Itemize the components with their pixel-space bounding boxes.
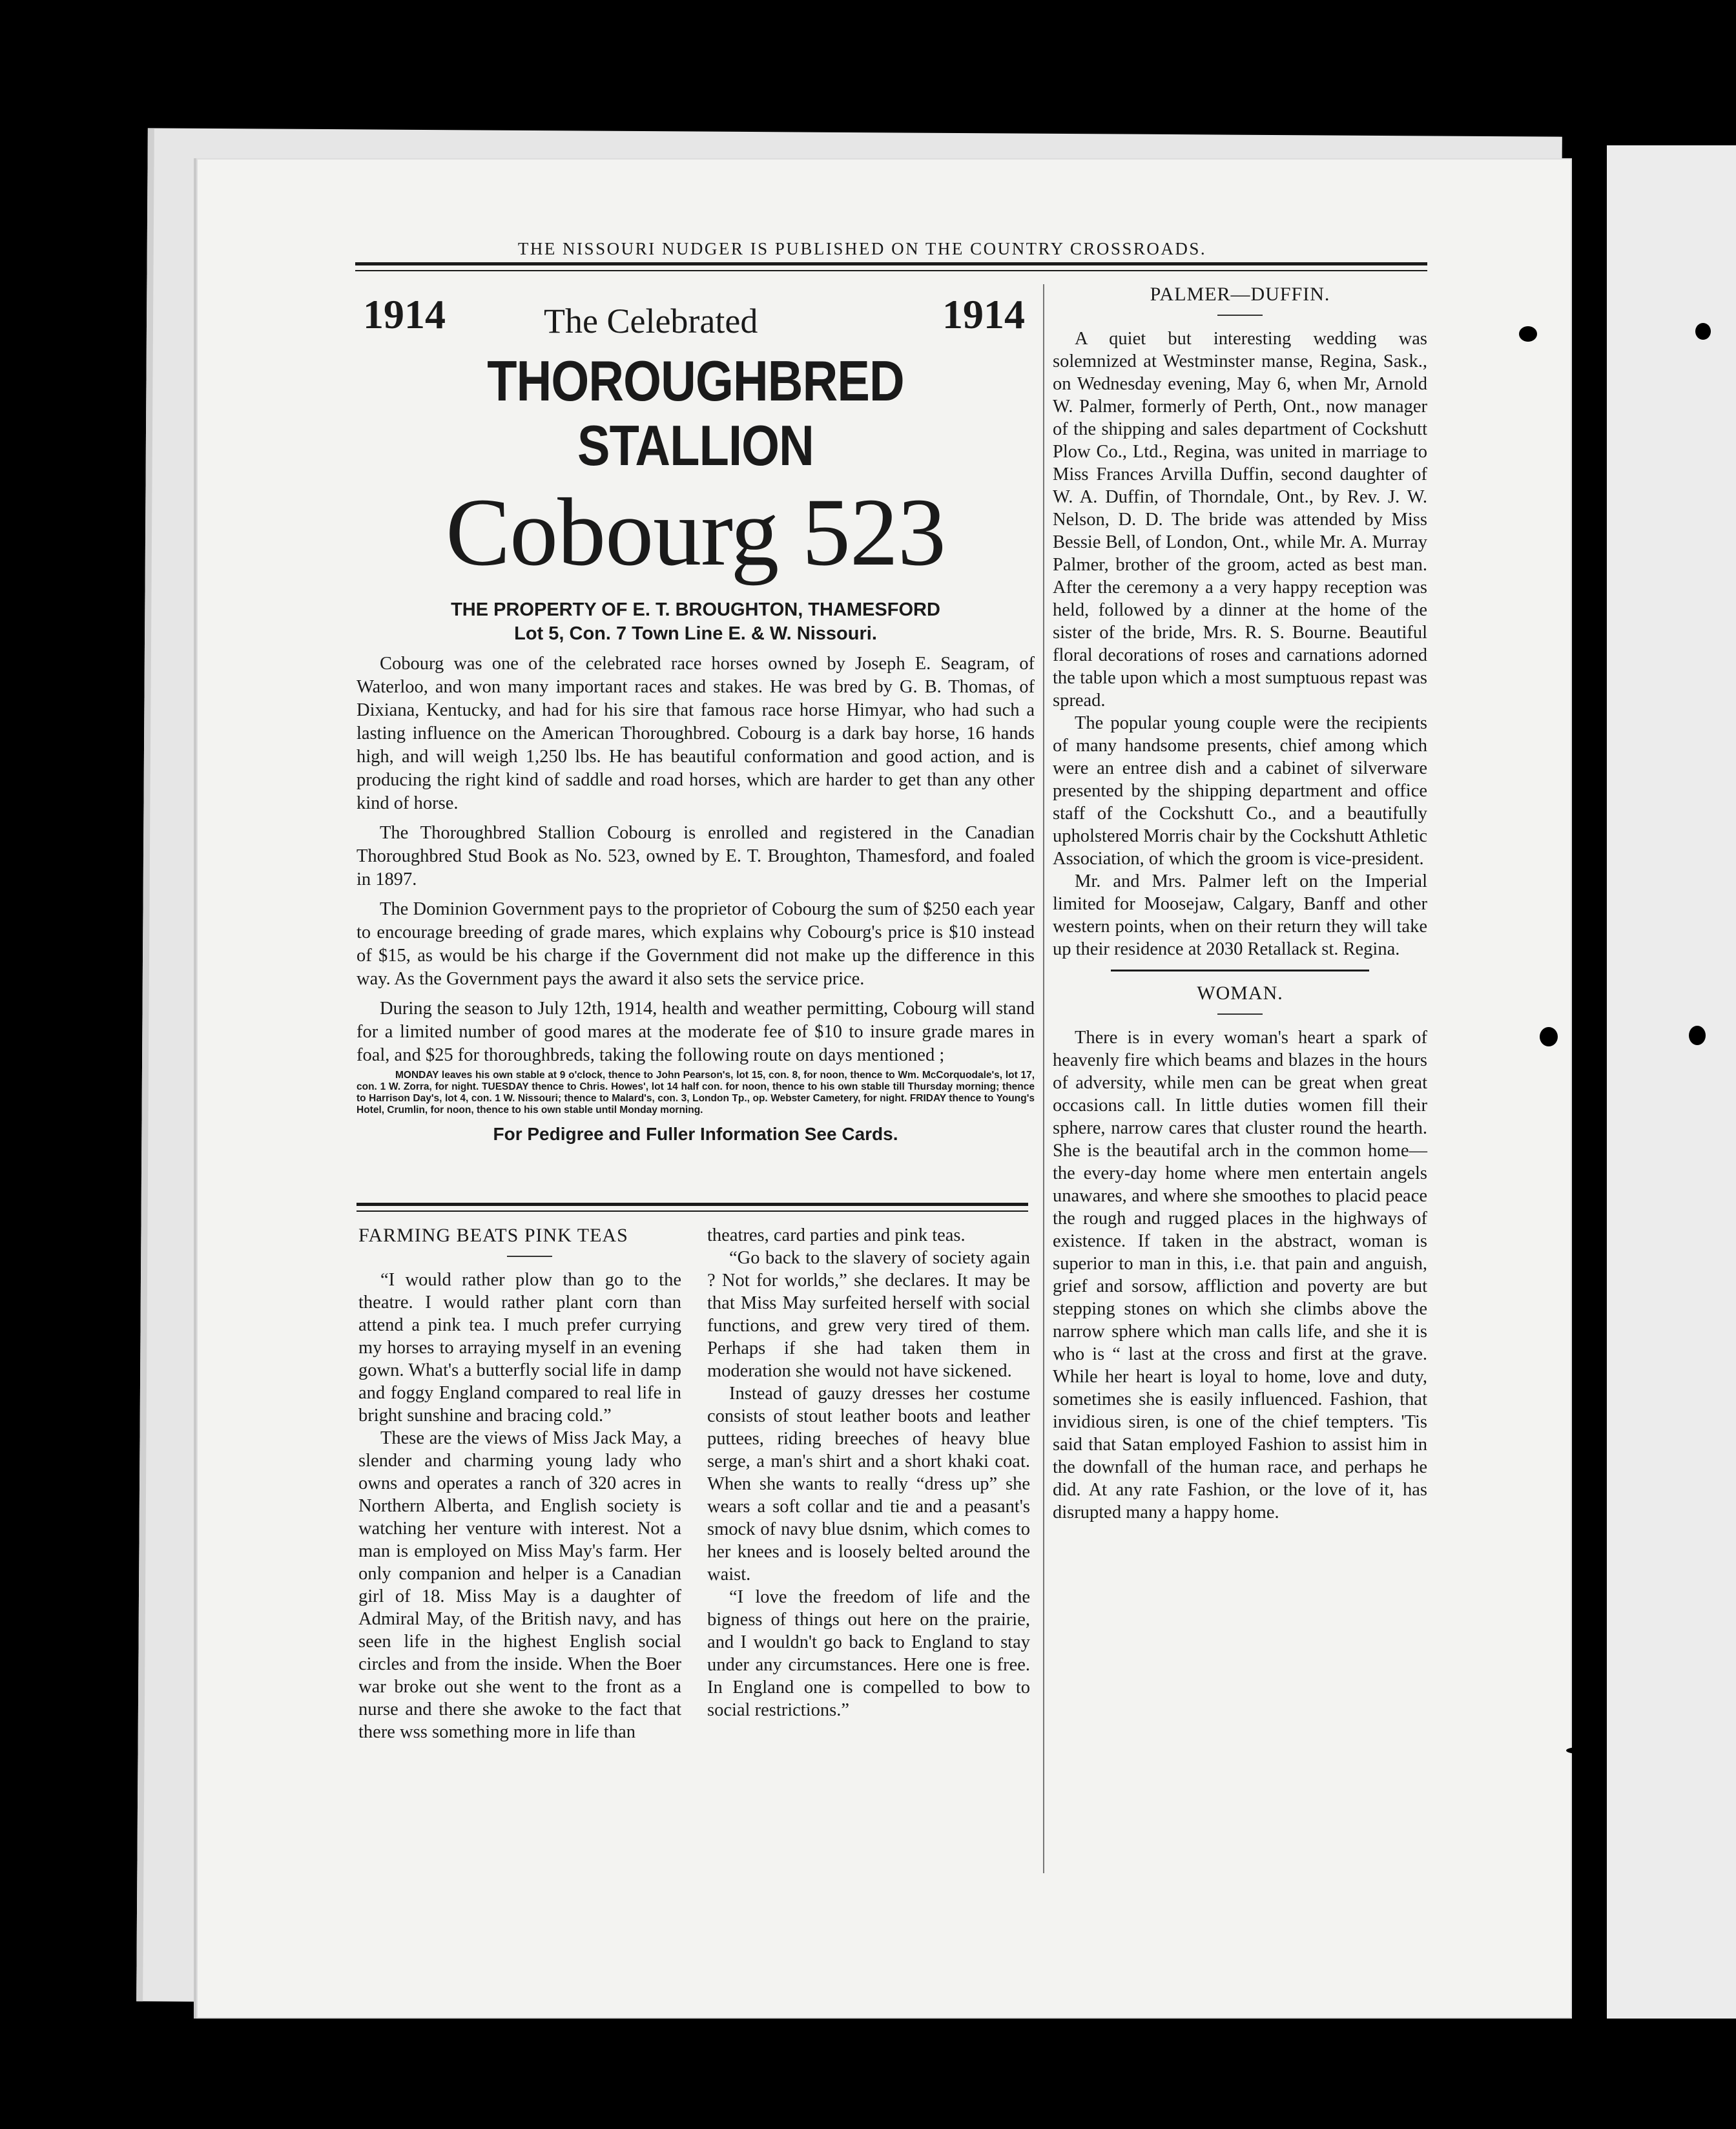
- ad-paragraph: The Thoroughbred Stallion Cobourg is enrolled and registered in the Canadian Thoroughbred Stud Book as No. 523, owned by E. T. Broughton, Thamesford, and foaled in 1897.: [356, 823, 1035, 889]
- article-paragraph: A quiet but interesting wedding was solemnized at Westminster manse, Regina, Sask., on Wednesday evening, May 6, when Mr, Arnold W. Palmer, formerly of Perth, Ont., now manager of the shipping and sales department of Cockshutt Plow Co., Ltd., Regina, was united in marriage to Miss Frances Arvilla Duffin, second daughter of W. A. Duffin, of Thorndale, Ont., by Rev. J. W. Nelson, D. D. The bride was attended by Miss Bessie Bell, of London, Ont., while Mr. A. Murray Palmer, brother of the groom, acted as best man. After the ceremony a a very happy reception was held, followed by a dinner at the home of the sister of the bride, Mrs. R. S. Bourne. Beautiful floral decorations of roses and carnations adorned the table upon which a most sumptuous repast was spread.: [1053, 329, 1427, 711]
- ink-blot: [1566, 1747, 1589, 1754]
- article-paragraph: There is in every woman's heart a spark of heavenly fire which beams and blazes in the hours of adversity, while men can be great when great occasions call. In little duties women fill their sphere, narrow cares that cluster round the hearth. She is the beautifal arch in the common home—the every-day home where men entertain angels unawares, and where she smoothes to placid peace the rough and rugged places in the highways of existence. If taken in the abstract, woman is superior to man in this, i.e. that pain and anguish, grief and sorsow, affliction and poverty are but stepping stones on which she climbs above the narrow sphere which man calls life, and she it is who is “ last at the cross and first at the grave. While her heart is loyal to home, love and duty, sometimes she is easily influenced. Fashion, that invidious siren, is one of the chief tempters. 'Tis said that Satan employed Fashion to assist him in the downfall of the human race, and perhaps he did. At any rate Fashion, or the love of it, has disrupted many a happy home.: [1053, 1028, 1427, 1522]
- ad-paragraph: The Dominion Government pays to the proprietor of Cobourg the sum of $250 each year to encourage breeding of grade mares, which explains why Cobourg's price is $10 instead of $15, as would be his charge if the Government did not make up the difference in this way. As the Government pays the award it also sets the service price.: [356, 899, 1035, 989]
- title-dash: [507, 1256, 552, 1257]
- horse-name: Cobourg 523: [446, 479, 946, 586]
- masthead-line: THE NISSOURI NUDGER IS PUBLISHED ON THE COUNTRY CROSSROADS.: [517, 239, 1207, 258]
- top-rule-thin: [355, 270, 1427, 271]
- farming-article-col1: [358, 1224, 681, 1743]
- year-left: 1914: [363, 291, 446, 337]
- section-rule-thin: [356, 1210, 1028, 1212]
- article-paragraph: These are the views of Miss Jack May, a slender and charming young lady who owns and operates a ranch of 320 acres in Northern Alberta, and English society is watching her venture with interest. Not a man is employed on Miss May's farm. Her only companion and helper is a Canadian girl of 18. Miss May is a daughter of Admiral May, of the British navy, and has seen life in the highest English social circles and from the inside. When the Boer war broke out she went to the front as a nurse and there she awoke to the fact that there wss something more in life than: [358, 1428, 681, 1742]
- ink-blot: [1689, 1026, 1706, 1045]
- ad-location: Lot 5, Con. 7 Town Line E. & W. Nissouri.: [514, 623, 877, 644]
- ad-year-row: [356, 284, 1035, 349]
- ink-blot: [1695, 323, 1711, 340]
- wedding-title: PALMER—DUFFIN.: [1150, 284, 1330, 305]
- ad-property: THE PROPERTY OF E. T. BROUGHTON, THAMESFORD: [451, 599, 940, 620]
- top-rule: [355, 262, 1427, 265]
- stallion-advertisement: [356, 284, 1035, 1146]
- ad-route: MONDAY leaves his own stable at 9 o'clock, thence to John Pearson's, lot 15, con. 8, for noon, thence to Wm. McCorquodale's, lot 17, con. 1 W. Zorra, for night. TUESDAY thence to Chris. Howes', lot 14 half con. for noon, thence to his own stable till Thursday morning; thence to Harrison Day's, lot 4, con. 1 W. Nissouri; thence to Malard's, con. 3, London Tp., op. Webster Cametery, for night. FRIDAY thence to Young's Hotel, Crumlin, for noon, thence to his own stable until Monday morning.: [356, 1070, 1035, 1116]
- farming-article-col2: [707, 1224, 1030, 1721]
- facing-page: [1607, 145, 1736, 2019]
- farming-title: FARMING BEATS PINK TEAS: [358, 1225, 628, 1246]
- column-divider: [1043, 284, 1044, 1873]
- ad-paragraph: During the season to July 12th, 1914, health and weather permitting, Cobourg will stand for a limited number of good mares at the moderate fee of $10 to insure grade mares in foal, and $25 for thoroughbreds, taking the following route on days mentioned ;: [356, 999, 1035, 1065]
- article-paragraph: “Go back to the slavery of society again ? Not for worlds,” she declares. It may be that Miss May surfeited herself with social functions, and grew very tired of them. Perhaps if she had taken them in moderation she would not have sickened.: [707, 1248, 1030, 1381]
- article-paragraph: theatres, card parties and pink teas.: [707, 1225, 966, 1245]
- celebrated-label: The Celebrated: [544, 302, 758, 340]
- article-paragraph: The popular young couple were the recipients of many handsome presents, chief among which were an entree dish and a cabinet of silverware presented by the shipping department and office staff of the Cockshutt Co., and a beautifully upholstered Morris chair by the Cockshutt Athletic Association, of which the groom is vice-president.: [1053, 713, 1427, 869]
- ink-blot: [1540, 1027, 1558, 1046]
- title-dash: [1217, 1013, 1263, 1015]
- wedding-article: [1053, 283, 1427, 1524]
- section-rule-right: [1111, 970, 1369, 971]
- ad-headline: THOROUGHBRED STALLION: [487, 349, 904, 477]
- article-paragraph: “I would rather plow than go to the theatre. I would rather plant corn than attend a pink tea. I much prefer currying my horses to arraying myself in an evening gown. What's a butterfly social life in damp and foggy England compared to real life in bright sunshine and bracing cold.”: [358, 1270, 681, 1426]
- article-paragraph: Instead of gauzy dresses her costume consists of stout leather boots and leather puttees, riding breeches of heavy blue serge, a man's shirt and a short khaki coat. When she wants to really “dress up” she wears a soft collar and tie and a peasant's smock of navy blue dsnim, which comes to her knees and is loosely belted around the waist.: [707, 1384, 1030, 1584]
- woman-title: WOMAN.: [1197, 982, 1283, 1004]
- ad-paragraph: Cobourg was one of the celebrated race horses owned by Joseph E. Seagram, of Waterloo, and won many important races and stakes. He was bred by G. B. Thomas, of Dixiana, Kentucky, and had for his sire that famous race horse Himyar, who had such a lasting influence on the American Thoroughbred. Cobourg is a dark bay horse, 16 hands high, and will weigh 1,250 lbs. He has beautiful conformation and good action, and is producing the right kind of saddle and road horses, which are harder to get than any other kind of horse.: [356, 654, 1035, 813]
- year-right: 1914: [942, 291, 1025, 337]
- ink-blot: [1519, 326, 1537, 342]
- article-paragraph: Mr. and Mrs. Palmer left on the Imperial limited for Moosejaw, Calgary, Banff and other western points, when on their return they will take up their residence at 2030 Retallack st. Regina.: [1053, 871, 1427, 959]
- article-paragraph: “I love the freedom of life and the bigness of things out here on the prairie, and I wouldn't go back to England to stay under any circumstances. Here one is free. In England one is compelled to bow to social restrictions.”: [707, 1587, 1030, 1720]
- ad-info: For Pedigree and Fuller Information See Cards.: [493, 1124, 898, 1144]
- section-rule: [356, 1203, 1028, 1206]
- title-dash: [1217, 315, 1263, 316]
